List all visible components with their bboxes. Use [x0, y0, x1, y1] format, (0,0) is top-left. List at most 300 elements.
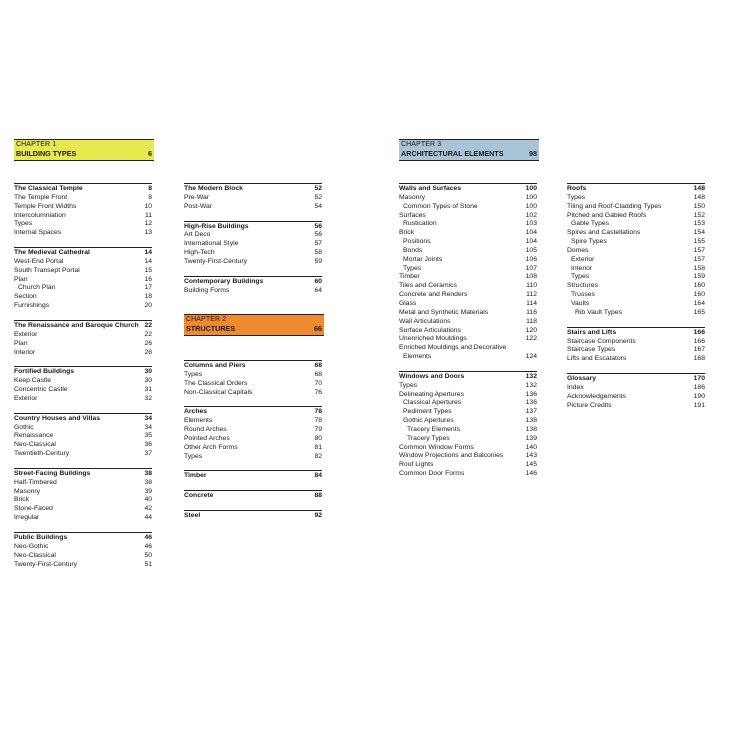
toc-entry[interactable] — [567, 220, 705, 229]
section-page: 46 — [144, 534, 152, 541]
section-page: 170 — [693, 375, 705, 383]
toc-entry[interactable] — [399, 300, 537, 309]
toc-entry[interactable] — [184, 194, 322, 203]
toc-entry[interactable] — [567, 346, 705, 355]
section-title: Country Houses and Villas — [14, 414, 100, 422]
entry-page: 11 — [144, 211, 152, 219]
toc-entry[interactable] — [399, 265, 537, 274]
toc-entry[interactable] — [14, 543, 152, 552]
toc-entry[interactable] — [184, 371, 322, 380]
section-title: Glossary — [567, 375, 597, 383]
section-title: Timber — [184, 472, 207, 480]
toc-column-4 — [399, 183, 537, 488]
toc-entry[interactable] — [184, 444, 322, 453]
entry-page: 143 — [525, 452, 537, 460]
toc-entry[interactable] — [399, 444, 537, 453]
toc-section — [399, 183, 537, 362]
chapter-number: CHAPTER 1 — [16, 141, 57, 148]
entry-title: Delineating Apertures — [399, 390, 464, 398]
toc-entry[interactable] — [567, 393, 705, 402]
entry-title: Types — [184, 370, 203, 378]
entry-title: Tiling and Roof-Cladding Types — [567, 202, 662, 210]
entry-page: 32 — [144, 394, 152, 402]
section-title: Steel — [184, 512, 201, 520]
toc-entry[interactable] — [399, 238, 537, 247]
entry-page: 186 — [693, 383, 705, 391]
toc-section-heading[interactable] — [399, 185, 537, 194]
entry-title: Mortar Joints — [403, 255, 443, 263]
chapter-page: 6 — [148, 149, 152, 158]
entry-title: Common Types of Stone — [403, 202, 478, 210]
toc-entry[interactable] — [14, 488, 152, 497]
toc-section — [567, 373, 705, 410]
toc-entry[interactable] — [184, 380, 322, 389]
toc-column-5 — [567, 183, 705, 419]
section-title: Windows and Doors — [399, 372, 465, 380]
entry-page: 106 — [525, 255, 537, 263]
entry-page: 153 — [693, 220, 705, 228]
entry-title: High-Tech — [184, 249, 215, 257]
entry-title: Concentric Castle — [14, 386, 68, 394]
entry-page: 8 — [148, 193, 152, 201]
toc-section-heading[interactable] — [14, 368, 152, 377]
entry-title: Art Deco — [184, 231, 211, 239]
section-page: 100 — [525, 185, 537, 192]
chapter-page: 98 — [529, 149, 537, 158]
toc-section — [399, 371, 537, 479]
entry-page: 28 — [144, 348, 152, 356]
chapter-title: BUILDING TYPES — [16, 149, 77, 158]
entry-title: Pointed Arches — [184, 434, 230, 442]
entry-page: 157 — [693, 255, 705, 263]
toc-entry[interactable] — [399, 194, 537, 203]
entry-title: Common Window Forms — [399, 443, 474, 451]
entry-title: Tracery Types — [407, 434, 450, 442]
entry-title: Neo-Classical — [14, 441, 56, 449]
entry-title: Church Plan — [18, 284, 56, 292]
toc-section-heading[interactable] — [567, 329, 705, 338]
entry-title: Gothic Apertures — [403, 417, 454, 425]
entry-title: Keep Castle — [14, 377, 52, 385]
entry-title: Window Projections and Balconies — [399, 452, 504, 460]
entry-page: 110 — [526, 282, 537, 290]
section-title: Concrete — [184, 492, 214, 500]
entry-title: Other Arch Forms — [184, 443, 238, 451]
entry-page: 57 — [314, 240, 322, 248]
entry-page: 160 — [693, 291, 705, 299]
section-page: 56 — [314, 222, 322, 230]
entry-title: Renaissance — [14, 432, 54, 440]
entry-title: Exterior — [14, 330, 38, 338]
toc-entry[interactable] — [14, 302, 152, 311]
toc-entry[interactable] — [567, 273, 705, 282]
entry-title: Lifts and Escalators — [567, 355, 627, 363]
toc-section — [14, 468, 152, 523]
toc-entry[interactable] — [399, 273, 537, 282]
section-title: The Modern Block — [184, 185, 243, 192]
toc-section-heading[interactable] — [14, 185, 152, 194]
entry-title: Masonry — [14, 487, 41, 495]
section-title: Street-Facing Buildings — [14, 469, 91, 477]
entry-title: Tiles and Ceramics — [399, 282, 457, 290]
toc-section — [14, 183, 152, 238]
entry-page: 30 — [144, 377, 152, 385]
section-title: Columns and Piers — [184, 362, 246, 369]
entry-title: Gable Types — [571, 220, 610, 228]
toc-entry[interactable] — [399, 327, 537, 336]
entry-page: 34 — [144, 423, 152, 431]
chapter-2-header — [184, 314, 324, 336]
entry-page: 78 — [314, 417, 322, 425]
entry-title: Non-Classical Capitals — [184, 388, 253, 396]
toc-section — [14, 247, 152, 311]
toc-entry[interactable] — [399, 247, 537, 256]
entry-title: Pediment Types — [403, 408, 452, 416]
toc-entry[interactable] — [567, 282, 705, 291]
toc-entry[interactable] — [399, 291, 537, 300]
toc-entry[interactable] — [14, 450, 152, 459]
toc-section — [14, 366, 152, 403]
toc-entry[interactable] — [399, 382, 537, 391]
toc-entry[interactable] — [14, 441, 152, 450]
entry-title: Glass — [399, 299, 417, 307]
entry-page: 157 — [693, 246, 705, 254]
toc-entry[interactable] — [567, 194, 705, 203]
toc-entry[interactable] — [567, 238, 705, 247]
toc-entry[interactable] — [184, 435, 322, 444]
toc-entry[interactable] — [399, 435, 537, 444]
toc-entry[interactable] — [399, 212, 537, 221]
entry-title: Twenty-First-Century — [14, 560, 78, 568]
entry-title: Wall Articulations — [399, 317, 451, 325]
section-title: Public Buildings — [14, 534, 68, 541]
toc-entry[interactable] — [184, 258, 322, 267]
section-page: 132 — [525, 372, 537, 380]
toc-section-heading[interactable] — [184, 185, 322, 194]
chapter-3-header — [399, 139, 539, 161]
toc-entry[interactable] — [14, 395, 152, 404]
toc-entry[interactable] — [399, 344, 537, 353]
toc-entry[interactable] — [14, 552, 152, 561]
section-title: Contemporary Buildings — [184, 277, 264, 285]
toc-entry[interactable] — [567, 265, 705, 274]
entry-title: Index — [567, 383, 584, 391]
toc-entry[interactable] — [14, 386, 152, 395]
entry-title: The Classical Orders — [184, 379, 248, 387]
entry-title: Types — [567, 193, 586, 201]
entry-page: 40 — [144, 496, 152, 504]
toc-entry[interactable] — [184, 453, 322, 462]
toc-entry[interactable] — [14, 561, 152, 570]
entry-title: Neo-Gothic — [14, 542, 49, 550]
entry-title: Elements — [184, 417, 213, 425]
toc-entry[interactable] — [399, 461, 537, 470]
entry-title: Twentieth-Century — [14, 450, 70, 458]
toc-entry[interactable] — [14, 212, 152, 221]
entry-title: Unenriched Mouldings — [399, 335, 467, 343]
toc-entry[interactable] — [14, 331, 152, 340]
entry-page: 38 — [144, 478, 152, 486]
entry-page: 108 — [525, 273, 537, 281]
entry-page: 114 — [526, 299, 537, 307]
entry-page: 132 — [525, 381, 537, 389]
entry-page: 137 — [525, 408, 537, 416]
entry-title: Section — [14, 293, 37, 301]
chapter-page: 66 — [314, 324, 322, 333]
toc-section — [184, 510, 322, 521]
toc-entry[interactable] — [184, 417, 322, 426]
toc-entry[interactable] — [399, 470, 537, 479]
toc-section-heading[interactable] — [184, 512, 322, 521]
toc-section-heading[interactable] — [184, 278, 322, 287]
entry-title: Types — [399, 381, 418, 389]
toc-entry[interactable] — [14, 258, 152, 267]
entry-page: 44 — [144, 514, 152, 522]
entry-title: The Temple Front — [14, 193, 68, 201]
toc-entry[interactable] — [399, 309, 537, 318]
section-title: The Medieval Cathedral — [14, 249, 90, 257]
toc-entry[interactable] — [14, 293, 152, 302]
entry-page: 54 — [314, 202, 322, 210]
entry-title: Staircase Types — [567, 346, 616, 354]
toc-section — [567, 183, 705, 318]
toc-section — [14, 320, 152, 357]
toc-entry[interactable] — [399, 256, 537, 265]
entry-title: Neo-Classical — [14, 551, 56, 559]
toc-section — [184, 406, 322, 461]
toc-entry[interactable] — [14, 479, 152, 488]
section-title: Roofs — [567, 185, 587, 192]
toc-entry[interactable] — [184, 249, 322, 258]
entry-page: 138 — [525, 425, 537, 433]
entry-page: 166 — [693, 337, 705, 345]
toc-section-heading[interactable] — [184, 408, 322, 417]
section-page: 92 — [314, 512, 322, 520]
entry-title: Concrete and Renders — [399, 291, 468, 299]
toc-entry[interactable] — [14, 514, 152, 523]
toc-entry[interactable] — [14, 276, 152, 285]
toc-entry[interactable] — [184, 240, 322, 249]
entry-page: 17 — [144, 284, 152, 292]
toc-entry[interactable] — [399, 417, 537, 426]
entry-page: 105 — [525, 246, 537, 254]
toc-column-3 — [184, 360, 322, 530]
toc-entry[interactable] — [14, 496, 152, 505]
entry-page: 42 — [144, 505, 152, 513]
toc-entry[interactable] — [399, 318, 537, 327]
section-page: 78 — [314, 408, 322, 416]
toc-entry[interactable] — [14, 229, 152, 238]
toc-entry[interactable] — [567, 212, 705, 221]
toc-entry[interactable] — [567, 256, 705, 265]
toc-entry[interactable] — [14, 377, 152, 386]
toc-entry[interactable] — [184, 389, 322, 398]
toc-entry[interactable] — [567, 338, 705, 347]
toc-entry[interactable] — [184, 287, 322, 296]
section-page: 22 — [144, 321, 152, 329]
toc-entry[interactable] — [399, 353, 537, 362]
entry-title: Positions — [403, 238, 431, 246]
entry-page: 52 — [314, 193, 322, 201]
toc-entry[interactable] — [14, 284, 152, 293]
toc-section-heading[interactable] — [567, 375, 705, 384]
toc-entry[interactable] — [14, 267, 152, 276]
toc-section-heading[interactable] — [14, 249, 152, 258]
toc-entry[interactable] — [399, 203, 537, 212]
entry-title: Types — [184, 452, 203, 460]
entry-title: Twenty-First-Century — [184, 257, 248, 265]
section-page: 60 — [314, 277, 322, 285]
entry-title: Furnishings — [14, 302, 50, 310]
entry-page: 16 — [144, 275, 152, 283]
toc-entry[interactable] — [184, 231, 322, 240]
entry-page: 139 — [525, 434, 537, 442]
toc-section-heading[interactable] — [184, 362, 322, 371]
toc-entry[interactable] — [567, 203, 705, 212]
entry-page: 51 — [144, 560, 152, 568]
entry-title: Post-War — [184, 202, 213, 210]
section-title: The Renaissance and Baroque Church — [14, 321, 139, 329]
entry-page: 154 — [693, 229, 705, 237]
toc-section — [184, 183, 322, 212]
section-title: Fortified Buildings — [14, 368, 75, 376]
entry-page: 168 — [693, 355, 705, 363]
section-title: Stairs and Lifts — [567, 328, 617, 336]
section-page: 84 — [314, 472, 322, 480]
entry-title: Building Forms — [184, 286, 230, 294]
entry-title: Exterior — [14, 394, 38, 402]
section-page: 14 — [144, 249, 152, 257]
toc-entry[interactable] — [14, 505, 152, 514]
toc-entry[interactable] — [184, 203, 322, 212]
section-page: 8 — [148, 185, 152, 192]
section-title: High-Rise Buildings — [184, 222, 249, 230]
toc-section — [184, 276, 322, 296]
entry-page: 124 — [525, 353, 537, 361]
toc-section-heading[interactable] — [567, 185, 705, 194]
toc-entry[interactable] — [184, 426, 322, 435]
toc-entry[interactable] — [14, 194, 152, 203]
toc-entry[interactable] — [399, 426, 537, 435]
entry-page: 112 — [526, 291, 537, 299]
toc-section-heading[interactable] — [184, 223, 322, 232]
toc-section-heading[interactable] — [14, 415, 152, 424]
entry-title: Pitched and Gabled Roofs — [567, 211, 647, 219]
entry-page: 191 — [693, 401, 705, 409]
toc-section-heading[interactable] — [14, 322, 152, 331]
entry-title: Gothic — [14, 423, 34, 431]
toc-entry[interactable] — [399, 408, 537, 417]
toc-entry[interactable] — [14, 349, 152, 358]
entry-title: Acknowledgements — [567, 392, 626, 400]
toc-section-heading[interactable] — [184, 472, 322, 481]
toc-entry[interactable] — [567, 247, 705, 256]
entry-page: 64 — [314, 286, 322, 294]
entry-page: 152 — [693, 211, 705, 219]
entry-title: Stone-Faced — [14, 505, 53, 513]
entry-page: 13 — [144, 229, 152, 237]
section-page: 34 — [144, 414, 152, 422]
entry-page: 14 — [144, 257, 152, 265]
entry-page: 104 — [525, 238, 537, 246]
entry-page: 150 — [693, 202, 705, 210]
toc-entry[interactable] — [567, 309, 705, 318]
entry-page: 167 — [693, 346, 705, 354]
toc-section-heading[interactable] — [399, 373, 537, 382]
section-title: The Classical Temple — [14, 185, 83, 192]
entry-page: 18 — [144, 293, 152, 301]
toc-entry[interactable] — [14, 432, 152, 441]
toc-entry[interactable] — [399, 391, 537, 400]
entry-page: 164 — [693, 299, 705, 307]
toc-section — [184, 360, 322, 397]
entry-page: 148 — [693, 193, 705, 201]
entry-page: 46 — [144, 542, 152, 550]
entry-title: Metal and Synthetic Materials — [399, 308, 489, 316]
section-page: 30 — [144, 368, 152, 376]
entry-title: Pre-War — [184, 193, 210, 201]
section-page: 38 — [144, 469, 152, 477]
entry-page: 68 — [314, 370, 322, 378]
toc-column-1 — [14, 183, 152, 578]
entry-page: 158 — [693, 264, 705, 272]
toc-section-heading[interactable] — [14, 534, 152, 543]
entry-title: Brick — [399, 229, 415, 237]
entry-page: 102 — [525, 211, 537, 219]
entry-title: Timber — [399, 273, 420, 281]
toc-section — [184, 470, 322, 481]
toc-entry[interactable] — [399, 335, 537, 344]
entry-page: 120 — [525, 326, 537, 334]
chapter-number: CHAPTER 2 — [186, 316, 227, 323]
toc-section — [184, 490, 322, 501]
entry-title: Types — [571, 273, 590, 281]
toc-entry[interactable] — [14, 424, 152, 433]
toc-entry[interactable] — [567, 355, 705, 364]
chapter-1-header — [14, 139, 154, 161]
toc-entry[interactable] — [567, 300, 705, 309]
toc-section-heading[interactable] — [14, 470, 152, 479]
toc-section-heading[interactable] — [184, 492, 322, 501]
entry-title: Bonds — [403, 246, 423, 254]
entry-page: 36 — [144, 441, 152, 449]
toc-entry[interactable] — [14, 340, 152, 349]
toc-entry[interactable] — [567, 229, 705, 238]
entry-title: Half-Timbered — [14, 478, 57, 486]
toc-entry[interactable] — [14, 203, 152, 212]
toc-entry[interactable] — [399, 399, 537, 408]
toc-entry[interactable] — [14, 220, 152, 229]
toc-entry[interactable] — [567, 291, 705, 300]
toc-entry[interactable] — [399, 220, 537, 229]
entry-page: 58 — [314, 249, 322, 257]
section-page: 166 — [693, 328, 705, 336]
toc-entry[interactable] — [399, 282, 537, 291]
entry-page: 37 — [144, 450, 152, 458]
entry-title: Internal Spaces — [14, 229, 62, 237]
section-page: 148 — [693, 185, 705, 192]
entry-page: 82 — [314, 452, 322, 460]
entry-page: 136 — [525, 399, 537, 407]
entry-page: 146 — [525, 470, 537, 478]
toc-entry[interactable] — [399, 452, 537, 461]
toc-entry[interactable] — [399, 229, 537, 238]
entry-title: Rustication — [403, 220, 437, 228]
toc-entry[interactable] — [567, 384, 705, 393]
toc-entry[interactable] — [567, 402, 705, 411]
entry-title: Surfaces — [399, 211, 426, 219]
entry-title: Staircase Components — [567, 337, 636, 345]
